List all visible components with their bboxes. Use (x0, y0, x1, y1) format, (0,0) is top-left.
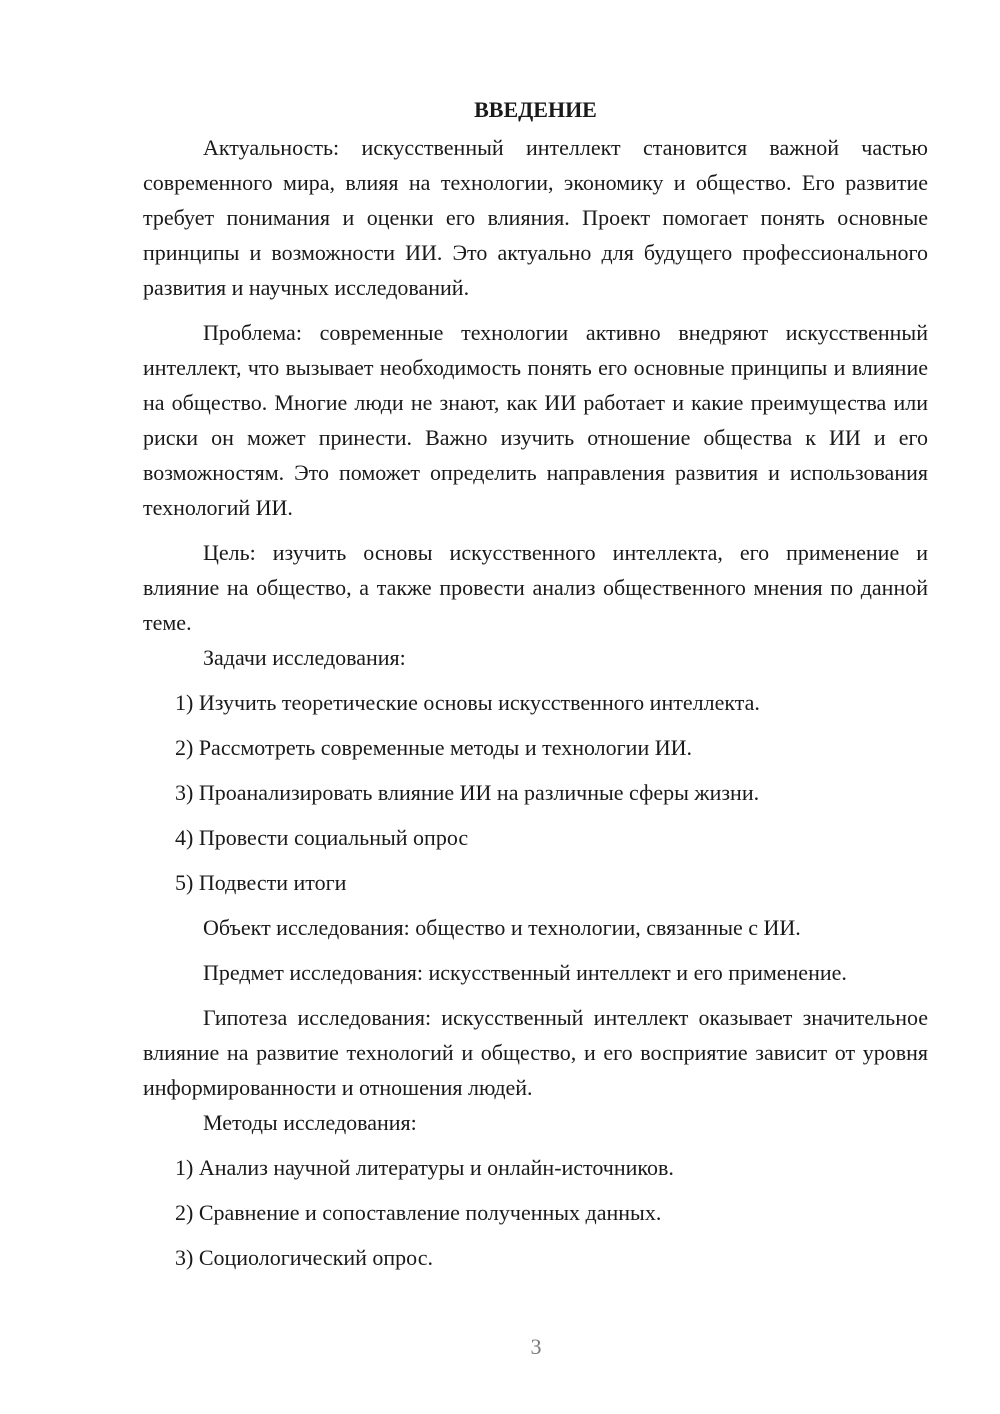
method-item: 3) Социологический опрос. (175, 1245, 433, 1270)
tasks-title: Задачи исследования: (203, 645, 406, 670)
task-item: 4) Провести социальный опрос (175, 825, 469, 850)
task-item: 3) Проанализировать влияние ИИ на различные сферы жизни. (175, 780, 760, 805)
methods-list (143, 1150, 928, 1275)
task-item: 1) Изучить теоретические основы искусственного интеллекта. (175, 690, 760, 715)
problem-paragraph: Проблема: современные технологии активно внедряют искусственный интеллект, что вызывает необходимость понять его основные принципы и влияние на общество. Многие люди не знают, как ИИ работает и какие преимущества или риски он может принести. Важно изучить отношение общества к ИИ и его возможностям. Это поможет определить направления развития и использования технологий ИИ. (143, 320, 928, 520)
task-item: 5) Подвести итоги (175, 870, 347, 895)
task-item: 2) Рассмотреть современные методы и технологии ИИ. (175, 735, 692, 760)
hypothesis-paragraph: Гипотеза исследования: искусственный интеллект оказывает значительное влияние на развитие технологий и общество, и его восприятие зависит от уровня информированности и отношения людей. (143, 1005, 928, 1100)
method-item: 1) Анализ научной литературы и онлайн-источников. (175, 1155, 674, 1180)
section-heading: ВВЕДЕНИЕ (474, 97, 597, 122)
method-item: 2) Сравнение и сопоставление полученных данных. (175, 1200, 662, 1225)
page-number: 3 (530, 1334, 542, 1359)
document-body (143, 92, 928, 1275)
goal-paragraph: Цель: изучить основы искусственного интеллекта, его применение и влияние на общество, а также провести анализ общественного мнения по данной теме. (143, 540, 928, 635)
tasks-list (143, 685, 928, 900)
object-paragraph: Объект исследования: общество и технологии, связанные с ИИ. (203, 915, 801, 940)
methods-title: Методы исследования: (203, 1110, 417, 1135)
relevance-paragraph: Актуальность: искусственный интеллект становится важной частью современного мира, влияя на технологии, экономику и общество. Его развитие требует понимания и оценки его влияния. Проект помогает понять основные принципы и возможности ИИ. Это актуально для будущего профессионального развития и научных исследований. (143, 135, 928, 300)
subject-paragraph: Предмет исследования: искусственный интеллект и его применение. (203, 960, 847, 985)
